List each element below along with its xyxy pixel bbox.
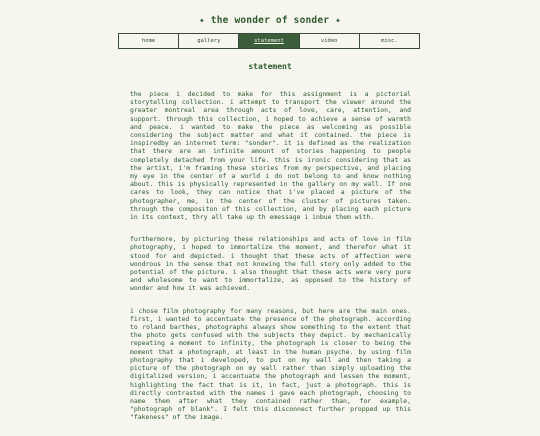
page-title: statement [248,62,292,71]
statement-paragraph-2: furthermore, by picturing these relationships and acts of love in film photography, i hoped to immortalize the moment, and therefor what it stood for and depicted. i thought that these acts of affection were wondrous in the sense that not knowing the full story only added to the potential of the picture. i also thought that these acts were very pure and wholesome to want to immortalize, as opposed to the history of wonder and how it was achieved. [130,235,411,293]
nav-misc[interactable]: misc. [381,38,398,44]
statement-paragraph-3: i chose film photography for many reasons, but here are the main ones. first, i wanted to accentuate the presence of the photograph. according to roland barthes, photographs always show something to the extent that the photo gets confused with the subjects they depict. by mechanically repeating a moment to infinity, the photograph is closer to being the moment that a photograph, at least in the human psyche. by using film photography that i developed, to put on my wall and then taking a picture of the photograph on my wall rather than simply uploading the digitalized version, i accentuate the photograph and lessen the moment, highlighting the fact that is it, in fact, just a photograph. this is directly contrasted with the names i gave each photograph, choosing to name them after what they contained rather than, for example, "photograph of blank". I felt this disconnect further propped up this "fakeness" of the image. [130,306,411,422]
statement-body [130,90,411,436]
main-nav [118,33,420,49]
statement-paragraph-1: the piece i decided to make for this assignment is a pictorial storytelling collection. i attempt to transport the viewer around the greater montreal area through acts of love, care, attention, and support. through this collection, i hoped to achieve a sense of warmth and peace. i wanted to make the piece as welcoming as possible considering the subject matter and what it contained. the piece is inspiredby an internet term: "sonder". it is defined as the realization that there are an infinite amount of stories happening to people completely detached from your life. this is ironic considering that as the artist, i'm framing these stories from my perspective, and placing my eye in the center of a world i do not belong to and know nothing about. this is physically represented in the gallery on my wall. If one cares to look, they can notice that i've placed a picture of the photographer, me, in the center of the cluster of pictures taken. through the compositon of this collection, and by placing each picture in its context, thry all take up th emessage i inbue them with. [130,90,411,222]
nav-gallery[interactable]: gallery [179,34,239,48]
nav-statement[interactable]: statement [239,34,299,48]
site-title: ✦ the wonder of sonder ✦ [198,15,342,26]
nav-video[interactable]: video [300,34,360,48]
nav-home[interactable]: home [119,34,179,48]
